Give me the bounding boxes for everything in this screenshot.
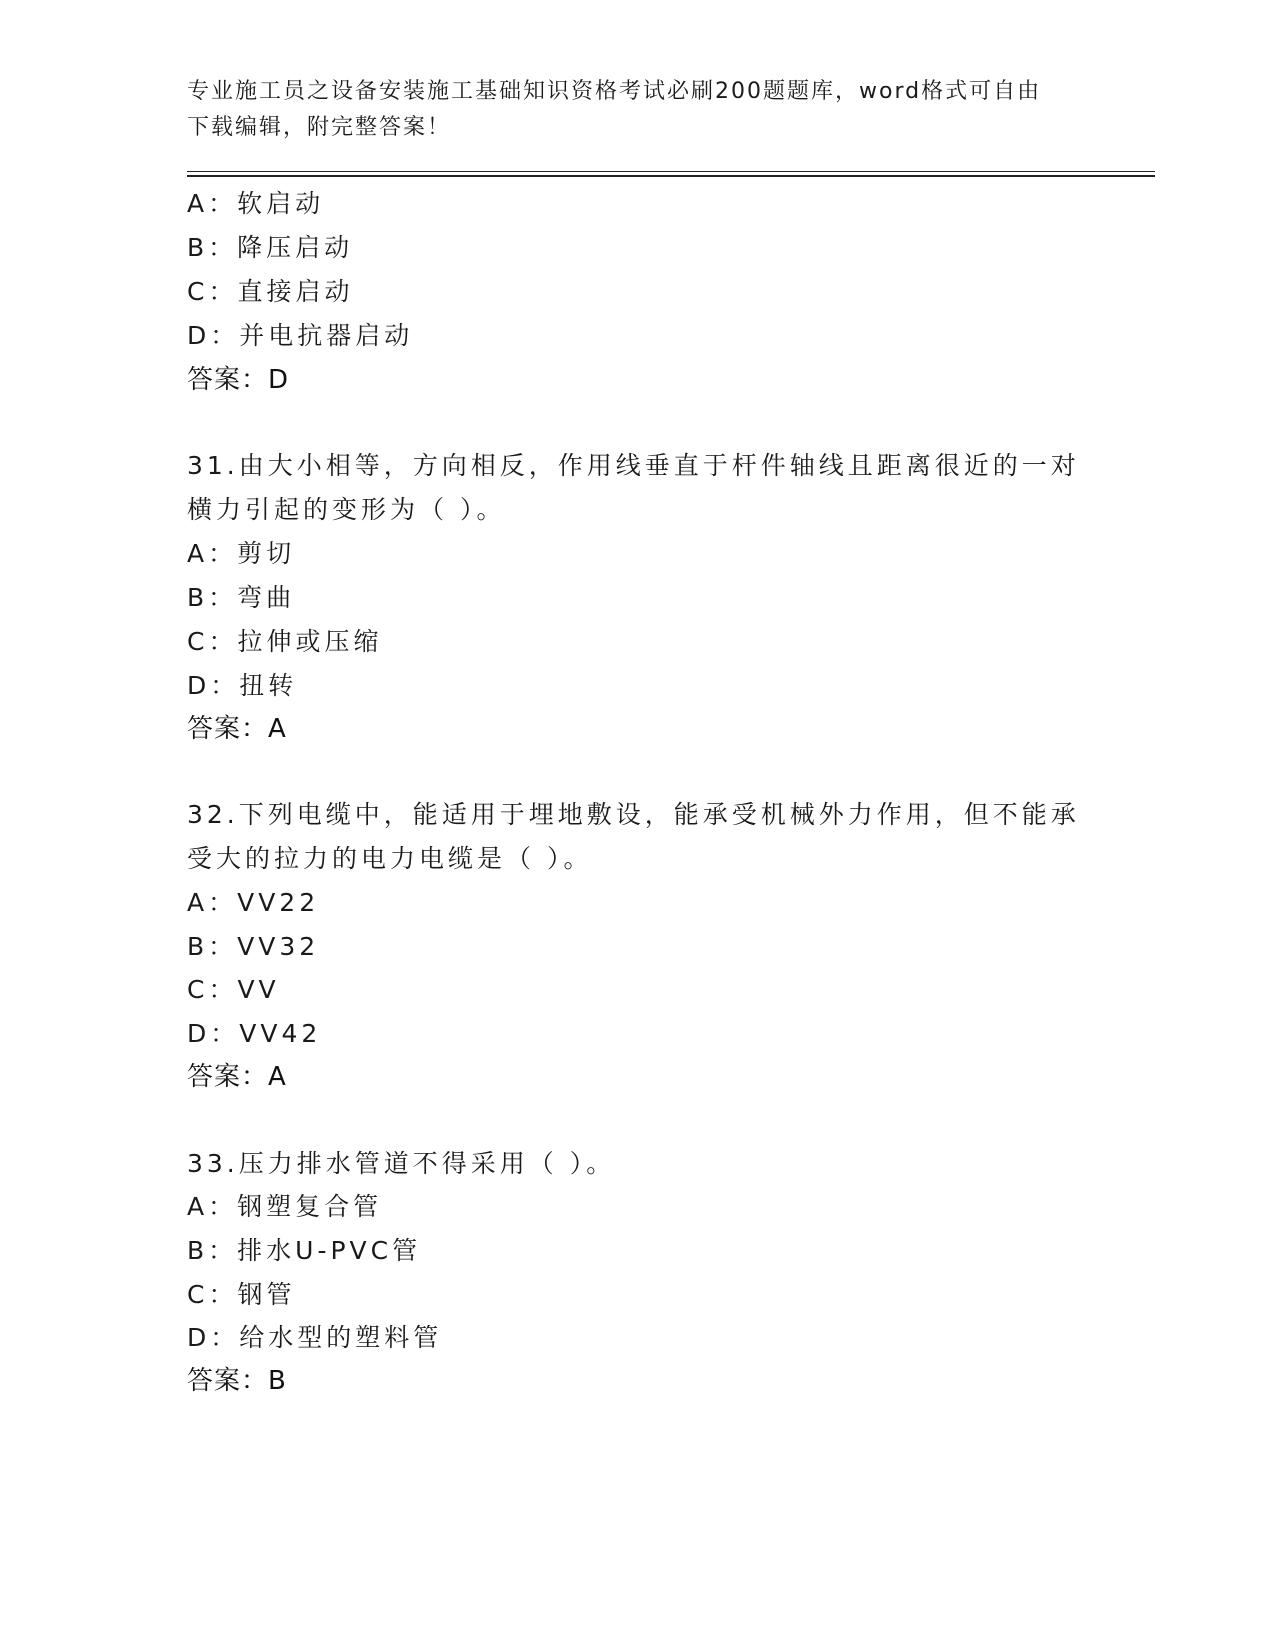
question-32-option-b: B：VV32 (187, 932, 320, 961)
question-33-option-c: C：钢管 (187, 1280, 296, 1309)
header-line-1: 专业施工员之设备安装施工基础知识资格考试必刷200题题库，word格式可自由 (187, 79, 1042, 104)
prev-option-d: D：并电抗器启动 (187, 321, 414, 350)
question-33-answer: 答案：B (187, 1366, 287, 1396)
question-31-stem-line-1: 31.由大小相等，方向相反，作用线垂直于杆件轴线且距离很近的一对 (187, 451, 1080, 480)
question-31-option-d: D：扭转 (187, 671, 298, 700)
question-32-answer: 答案：A (187, 1062, 287, 1092)
prev-option-a: A：软启动 (187, 189, 325, 218)
question-32-option-c: C：VV (187, 975, 280, 1004)
question-33-option-b: B：排水U-PVC管 (187, 1236, 422, 1265)
question-32-stem-line-2: 受大的拉力的电力电缆是（ ）。 (187, 844, 593, 873)
question-32-option-a: A：VV22 (187, 888, 320, 917)
prev-option-c: C：直接启动 (187, 277, 354, 306)
prev-answer: 答案：D (187, 365, 290, 395)
question-31-option-a: A：剪切 (187, 539, 296, 568)
prev-option-b: B：降压启动 (187, 233, 354, 262)
question-32-stem-line-1: 32.下列电缆中，能适用于埋地敷设，能承受机械外力作用，但不能承 (187, 800, 1080, 829)
question-31-option-c: C：拉伸或压缩 (187, 627, 383, 656)
question-33-stem: 33.压力排水管道不得采用（ ）。 (187, 1149, 616, 1178)
document-header (187, 74, 1087, 146)
header-rule-thick (187, 175, 1155, 177)
header-line-2: 下载编辑，附完整答案！ (187, 115, 452, 140)
header-rule-thin (187, 171, 1155, 172)
question-31-stem-line-2: 横力引起的变形为（ ）。 (187, 495, 506, 524)
question-31-option-b: B：弯曲 (187, 583, 296, 612)
question-32-option-d: D：VV42 (187, 1019, 322, 1048)
question-31-answer: 答案：A (187, 714, 287, 744)
question-33-option-a: A：钢塑复合管 (187, 1192, 383, 1221)
question-33-option-d: D：给水型的塑料管 (187, 1323, 443, 1352)
